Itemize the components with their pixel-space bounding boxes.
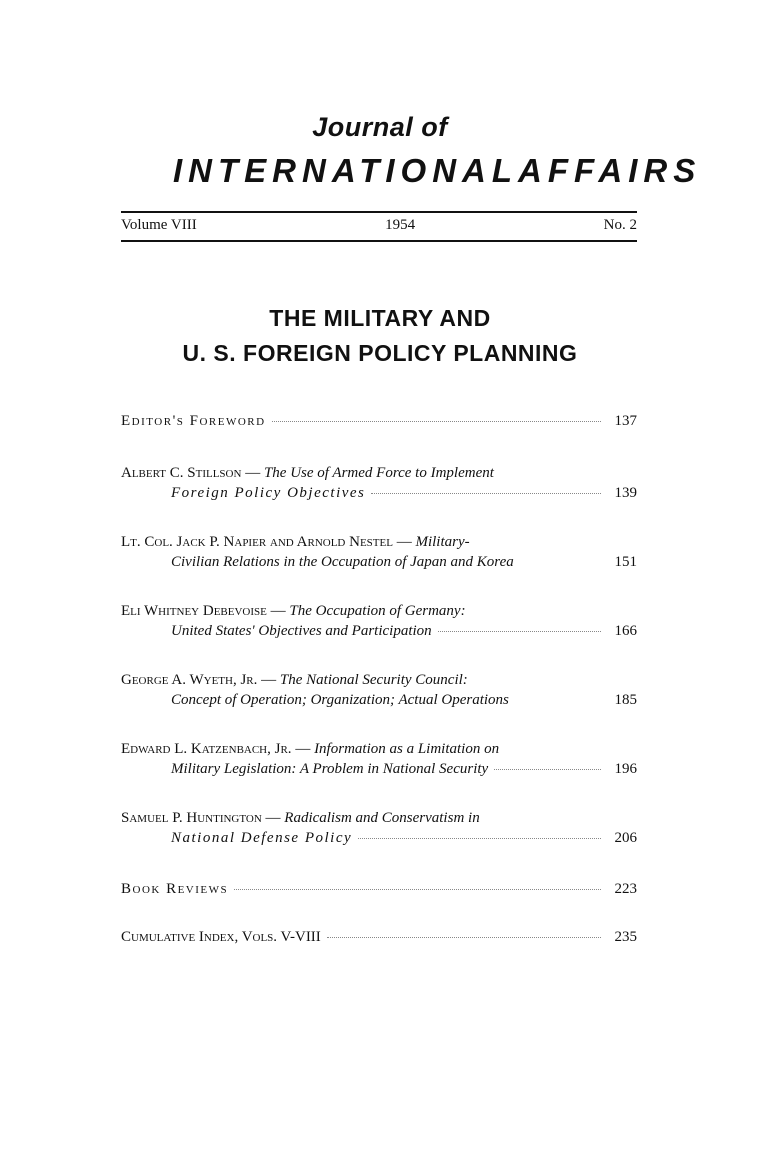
dot-leader <box>272 420 601 422</box>
issue-title-line2: U. S. FOREIGN POLICY PLANNING <box>182 340 578 366</box>
toc-title-line2: Concept of Operation; Organization; Actual Operations <box>171 692 509 708</box>
toc-title-line1: Radicalism and Conservatism in <box>284 810 480 826</box>
toc-author: Cumulative Index, Vols. V-VIII <box>121 929 321 945</box>
bottom-rule <box>121 240 637 242</box>
toc-title-line1: The Use of Armed Force to Implement <box>263 465 494 481</box>
journal-masthead-line2 <box>173 152 702 190</box>
toc-page-number: 206 <box>614 830 637 846</box>
toc-separator: — <box>241 465 264 481</box>
toc-entry-debevoise[interactable] <box>121 603 637 643</box>
issue-number: No. 2 <box>603 217 637 233</box>
toc-title-line2: United States' Objectives and Participation <box>171 623 432 639</box>
toc-author: Samuel P. Huntington <box>121 810 262 826</box>
masthead-word-international: INTERNATIONAL <box>173 152 519 189</box>
dot-leader <box>515 700 601 701</box>
toc-entry-napier-nestel[interactable] <box>121 534 637 574</box>
toc-entry-katzenbach[interactable] <box>121 741 637 781</box>
dot-leader <box>494 768 601 770</box>
toc-separator: — <box>257 672 280 688</box>
toc-entry-cumulative-index[interactable] <box>121 929 637 949</box>
toc-page-number: 235 <box>614 929 637 945</box>
toc-separator: — <box>261 810 285 826</box>
toc-entry-huntington[interactable] <box>121 810 637 850</box>
dot-leader <box>520 562 601 563</box>
toc-author: Book Reviews <box>121 881 229 897</box>
toc-title-line1: Military- <box>415 534 470 550</box>
toc-separator: — <box>266 603 290 619</box>
toc-author: Edward L. Katzenbach, Jr. <box>121 741 292 757</box>
toc-entry-wyeth[interactable] <box>121 672 637 712</box>
toc-author: George A. Wyeth, Jr. <box>121 672 258 688</box>
journal-masthead-line1: Journal of <box>312 112 448 142</box>
toc-page-number: 185 <box>614 692 637 708</box>
issue-title-line1: THE MILITARY AND <box>269 305 491 331</box>
toc-title-line2: Civilian Relations in the Occupation of Japan and Korea <box>171 554 514 570</box>
top-rule <box>121 211 637 213</box>
issue-year: 1954 <box>385 217 416 233</box>
toc-author: Editor's Foreword <box>121 413 266 429</box>
volume-label: Volume VIII <box>121 217 197 233</box>
toc-entry-editors-foreword[interactable] <box>121 413 637 433</box>
dot-leader <box>438 630 601 632</box>
toc-author: Eli Whitney Debevoise <box>121 603 267 619</box>
toc-author: Albert C. Stillson <box>121 465 242 481</box>
toc-title-line1: The Occupation of Germany: <box>289 603 466 619</box>
dot-leader <box>371 492 601 494</box>
toc-separator: — <box>291 741 315 757</box>
toc-title-line1: Information as a Limitation on <box>314 741 500 757</box>
toc-title-line2: Foreign Policy Objectives <box>171 485 366 501</box>
toc-entry-stillson[interactable] <box>121 465 637 505</box>
toc-title-line1: The National Security Council: <box>279 672 468 688</box>
dot-leader <box>234 888 601 890</box>
toc-separator: — <box>392 534 416 550</box>
toc-author: Lt. Col. Jack P. Napier and Arnold Nestel <box>121 534 393 550</box>
toc-title-line2: Military Legislation: A Problem in National Security <box>171 761 489 777</box>
toc-page-number: 196 <box>614 761 637 777</box>
dot-leader <box>358 837 601 839</box>
toc-page-number: 137 <box>614 413 637 429</box>
issue-info-line <box>121 217 637 234</box>
toc-page-number: 151 <box>614 554 637 570</box>
masthead-word-affairs: AFFAIRS <box>518 152 702 189</box>
toc-title-line2: National Defense Policy <box>171 830 353 846</box>
toc-page-number: 223 <box>614 881 637 897</box>
toc-page-number: 166 <box>614 623 637 639</box>
dot-leader <box>327 936 601 938</box>
toc-page-number: 139 <box>614 485 637 501</box>
toc-entry-book-reviews[interactable] <box>121 881 637 901</box>
